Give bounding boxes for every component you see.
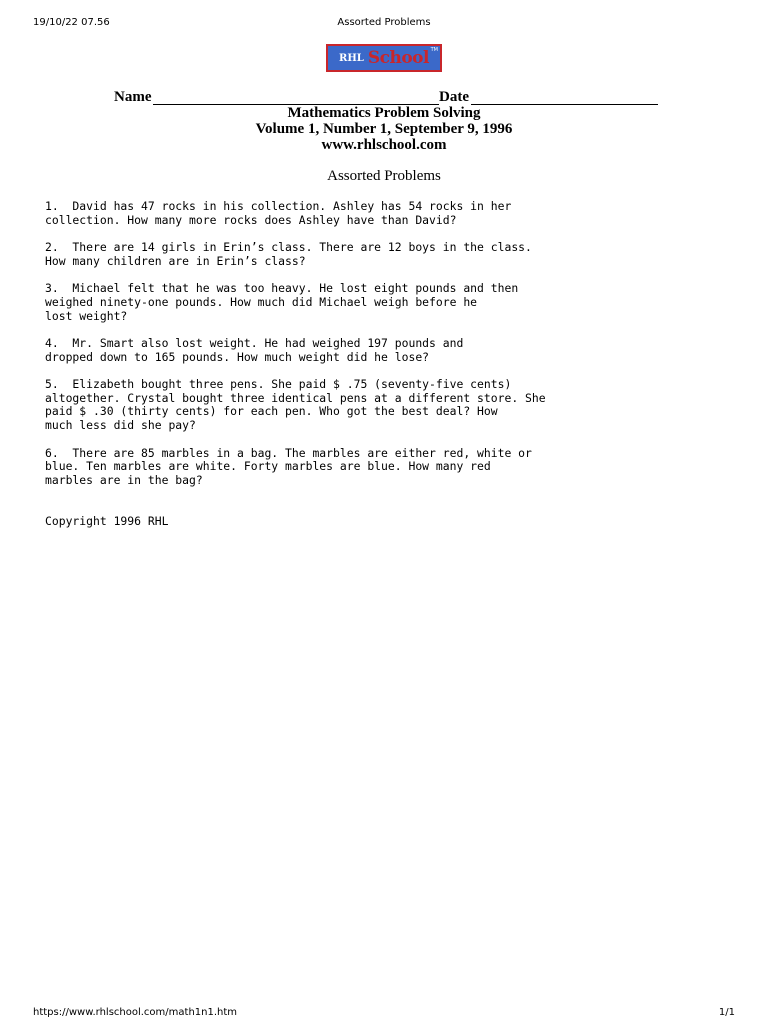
problem-5: 5. Elizabeth bought three pens. She paid $ .75 (seventy-five cents) altogether. Crystal bought three identical pens at a different store. She paid $ .30 (thirty cents) for each pen. Who got the best deal? How much less did she pay? [45, 377, 546, 433]
copyright-notice: Copyright 1996 RHL [45, 514, 169, 528]
problem-list [45, 200, 605, 501]
document-title: Mathematics Problem Solving [287, 105, 481, 121]
problem-2: 2. There are 14 girls in Erin’s class. There are 12 boys in the class. How many children are in Erin’s class? [45, 240, 532, 268]
problem-4: 4. Mr. Smart also lost weight. He had weighed 197 pounds and dropped down to 165 pounds. How much weight did he lose? [45, 335, 464, 364]
problem-6: 6. There are 85 marbles in a bag. The marbles are either red, white or blue. Ten marbles are white. Forty marbles are blue. How many red marbles are in the bag? [45, 445, 532, 487]
print-page-number: 1/1 [718, 1007, 735, 1018]
print-timestamp: 19/10/22 07.56 [33, 17, 110, 28]
date-label: Date [439, 89, 469, 105]
print-page-title: Assorted Problems [337, 17, 431, 28]
logo-school-text: School [367, 48, 429, 68]
name-label: Name [114, 89, 152, 105]
rhl-school-logo [326, 44, 442, 72]
section-subtitle: Assorted Problems [327, 168, 441, 184]
logo-rhl-text: RHL [339, 52, 364, 64]
print-header [0, 17, 768, 31]
volume-line: Volume 1, Number 1, September 9, 1996 [255, 121, 513, 137]
website-line: www.rhlschool.com [321, 137, 447, 153]
problem-1: 1. David has 47 rocks in his collection. Ashley has 54 rocks in her collection. How many more rocks does Ashley have than David? [45, 199, 512, 227]
logo-trademark: TM [430, 47, 438, 53]
problem-3: 3. Michael felt that he was too heavy. He lost eight pounds and then weighed ninety-one pounds. How much did Michael weigh before he lost weight? [45, 281, 519, 323]
print-url: https://www.rhlschool.com/math1n1.htm [33, 1007, 238, 1018]
